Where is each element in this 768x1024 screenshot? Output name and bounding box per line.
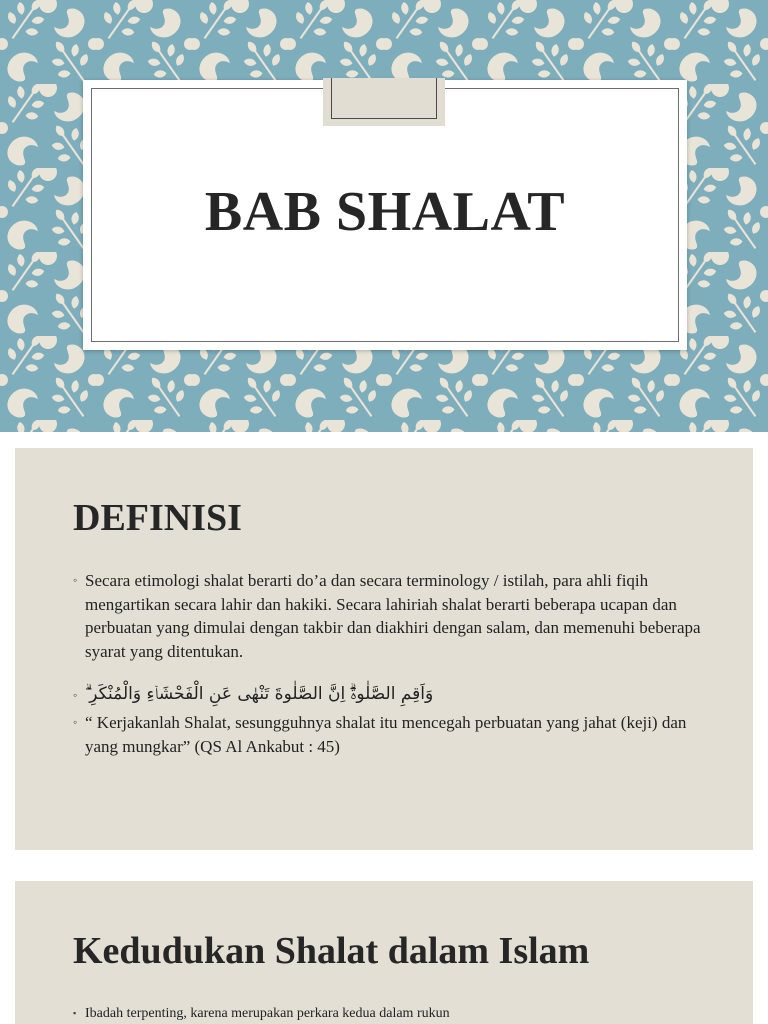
- definisi-bullet-list: [73, 569, 713, 758]
- arabic-verse: وَاَقِمِ الصَّلٰوةَۗ اِنَّ الصَّلٰوةَ تَنْهٰى عَنِ الْفَحْشَاۤءِ وَالْمُنْكَرِ ۗ: [85, 684, 434, 704]
- kedudukan-item-text: Ibadah terpenting, karena merupakan perkara kedua dalam rukun: [85, 1006, 450, 1021]
- bullet-square-icon: ▪: [73, 1008, 77, 1018]
- slide-title: BAB SHALAT: [204, 181, 566, 243]
- verse-translation: “ Kerjakanlah Shalat, sesungguhnya shalat itu mencegah perbuatan yang jahat (keji) dan yang mungkar” (QS Al Ankabut : 45): [85, 713, 687, 756]
- definisi-paragraph-item: [73, 569, 713, 663]
- bullet-circle-icon: ◦: [73, 715, 78, 729]
- kedudukan-title: Kedudukan Shalat dalam Islam: [73, 930, 590, 972]
- title-tab-inner: [331, 78, 437, 119]
- kedudukan-item: [73, 1002, 713, 1024]
- title-tab-decoration: [323, 78, 445, 126]
- definisi-title: DEFINISI: [73, 497, 242, 539]
- title-card: [83, 80, 687, 350]
- definisi-paragraph: Secara etimologi shalat berarti do’a dan secara terminology / istilah, para ahli fiqih mengartikan secara lahir dan hakiki. Secara lahiriah shalat berarti beberapa ucapan dan perbuatan yang dimulai dengan takbir dan diakhiri dengan salam, dan memenuhi beberapa syarat yang ditentukan.: [85, 571, 701, 661]
- definisi-slide: [15, 448, 753, 850]
- arabic-verse-item: [73, 681, 713, 707]
- translation-item: [73, 711, 713, 758]
- bullet-circle-icon: ◦: [73, 688, 78, 702]
- kedudukan-slide: [15, 881, 753, 1024]
- title-slide: [0, 0, 768, 432]
- kedudukan-bullet-list: [73, 1002, 713, 1024]
- bullet-circle-icon: ◦: [73, 573, 78, 587]
